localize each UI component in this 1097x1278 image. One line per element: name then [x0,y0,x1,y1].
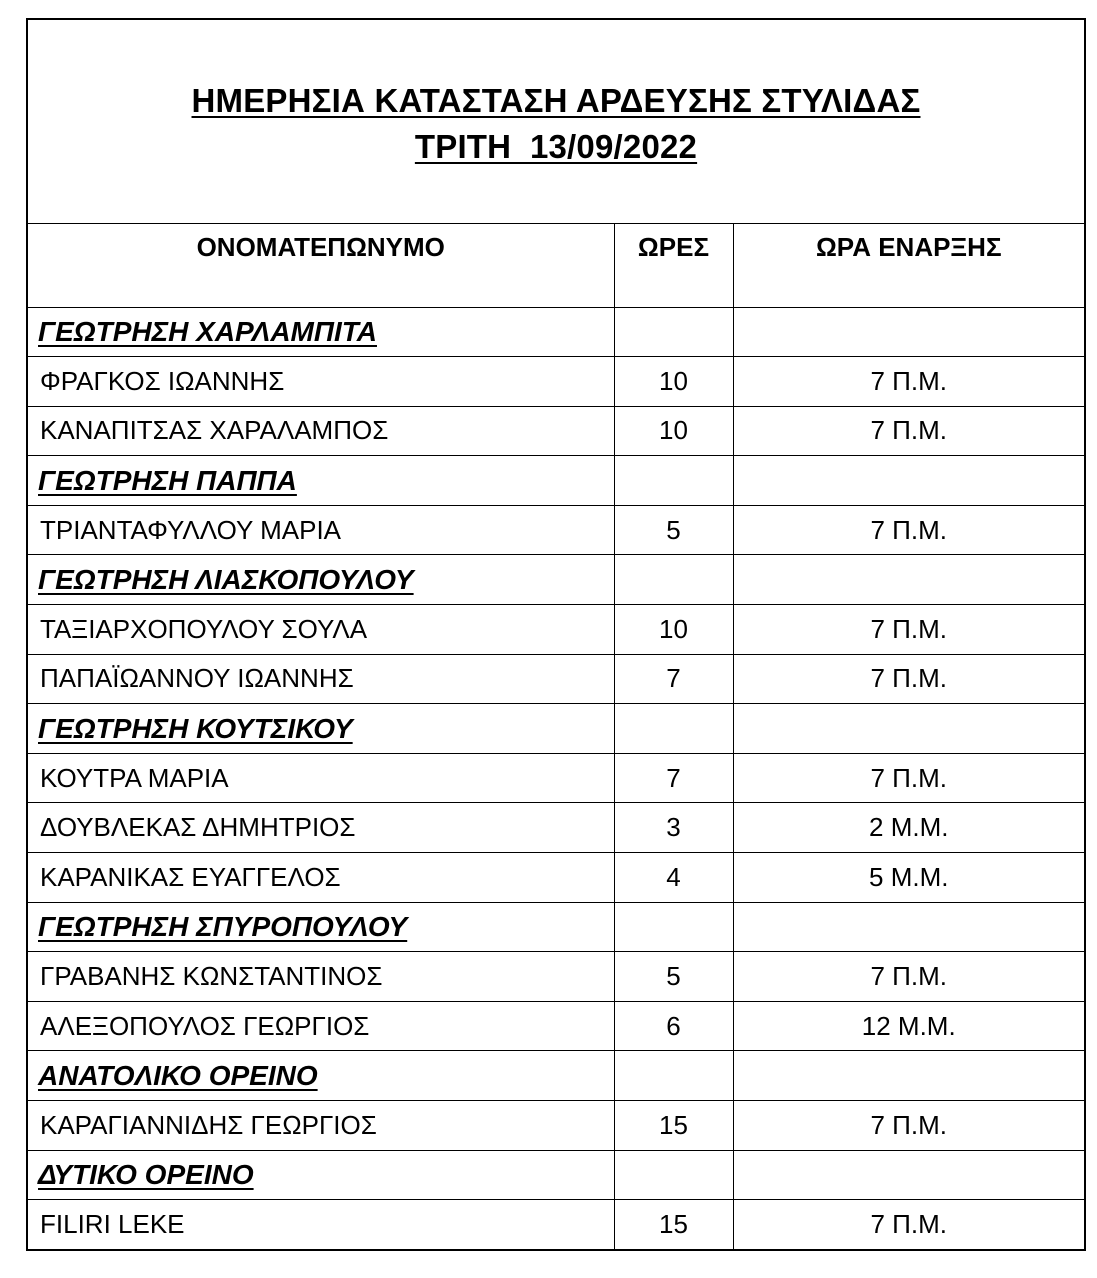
table-row [28,605,1084,655]
start-time-value: 7 Π.Μ. [733,1101,1084,1151]
section-row [28,1150,1084,1200]
hours-value: 4 [614,853,733,903]
hours-value: 5 [614,952,733,1002]
empty-cell [733,704,1084,754]
section-row [28,902,1084,952]
empty-cell [733,1051,1084,1101]
start-time-value: 7 Π.Μ. [733,654,1084,704]
section-row [28,456,1084,506]
table-row [28,406,1084,456]
section-title: ΓΕΩΤΡΗΣΗ ΣΠΥΡΟΠΟΥΛΟΥ [28,902,614,952]
column-header-hours: ΩΡΕΣ [614,224,733,307]
hours-value: 10 [614,605,733,655]
start-time-value: 5 Μ.Μ. [733,853,1084,903]
person-name: ΓΡΑΒΑΝΗΣ ΚΩΝΣΤΑΝΤΙΝΟΣ [28,952,614,1002]
section-row [28,555,1084,605]
empty-cell [614,704,733,754]
person-name: ΠΑΠΑΪΩΑΝΝΟΥ ΙΩΑΝΝΗΣ [28,654,614,704]
hours-value: 7 [614,753,733,803]
column-header-start-time: ΩΡΑ ΕΝΑΡΞΗΣ [733,224,1084,307]
person-name: ΤΡΙΑΝΤΑΦΥΛΛΟΥ ΜΑΡΙΑ [28,505,614,555]
person-name: ΚΑΡΑΓΙΑΝΝΙΔΗΣ ΓΕΩΡΓΙΟΣ [28,1101,614,1151]
section-row [28,704,1084,754]
section-title: ΓΕΩΤΡΗΣΗ ΠΑΠΠΑ [28,456,614,506]
start-time-value: 7 Π.Μ. [733,605,1084,655]
section-title: ΔΥΤΙΚΟ ΟΡΕΙΝΟ [28,1150,614,1200]
header-row [28,224,1084,307]
start-time-value: 7 Π.Μ. [733,753,1084,803]
person-name: ΚΟΥΤΡΑ ΜΑΡΙΑ [28,753,614,803]
hours-value: 10 [614,406,733,456]
table-row [28,803,1084,853]
table-row [28,853,1084,903]
irrigation-schedule-sheet [26,18,1086,1251]
table-row [28,1200,1084,1250]
empty-cell [733,555,1084,605]
person-name: ΑΛΕΞΟΠΟΥΛΟΣ ΓΕΩΡΓΙΟΣ [28,1001,614,1051]
section-row [28,1051,1084,1101]
hours-value: 15 [614,1101,733,1151]
start-time-value: 7 Π.Μ. [733,357,1084,407]
person-name: ΚΑΝΑΠΙΤΣΑΣ ΧΑΡΑΛΑΜΠΟΣ [28,406,614,456]
start-time-value: 2 Μ.Μ. [733,803,1084,853]
start-time-value: 12 Μ.Μ. [733,1001,1084,1051]
person-name: ΤΑΞΙΑΡΧΟΠΟΥΛΟΥ ΣΟΥΛΑ [28,605,614,655]
hours-value: 10 [614,357,733,407]
document-date: ΤΡΙΤΗ 13/09/2022 [414,128,698,165]
section-title: ΑΝΑΤΟΛΙΚΟ ΟΡΕΙΝΟ [28,1051,614,1101]
schedule-table [28,224,1084,1249]
start-time-value: 7 Π.Μ. [733,406,1084,456]
table-row [28,952,1084,1002]
section-title: ΓΕΩΤΡΗΣΗ ΚΟΥΤΣΙΚΟΥ [28,704,614,754]
table-row [28,357,1084,407]
hours-value: 15 [614,1200,733,1250]
section-title: ΓΕΩΤΡΗΣΗ ΧΑΡΛΑΜΠΙΤΑ [28,307,614,357]
start-time-value: 7 Π.Μ. [733,1200,1084,1250]
start-time-value: 7 Π.Μ. [733,952,1084,1002]
person-name: ΦΡΑΓΚΟΣ ΙΩΑΝΝΗΣ [28,357,614,407]
empty-cell [733,456,1084,506]
hours-value: 3 [614,803,733,853]
empty-cell [614,456,733,506]
person-name: ΚΑΡΑΝΙΚΑΣ ΕΥΑΓΓΕΛΟΣ [28,853,614,903]
empty-cell [733,902,1084,952]
empty-cell [614,902,733,952]
person-name: ΔΟΥΒΛΕΚΑΣ ΔΗΜΗΤΡΙΟΣ [28,803,614,853]
empty-cell [614,1051,733,1101]
empty-cell [733,307,1084,357]
table-row [28,1101,1084,1151]
document-title: ΗΜΕΡΗΣΙΑ ΚΑΤΑΣΤΑΣΗ ΑΡΔΕΥΣΗΣ ΣΤΥΛΙΔΑΣ [191,82,921,119]
hours-value: 6 [614,1001,733,1051]
column-header-name: ΟΝΟΜΑΤΕΠΩΝΥΜΟ [28,224,614,307]
table-row [28,505,1084,555]
empty-cell [614,1150,733,1200]
title-block [28,20,1084,224]
hours-value: 5 [614,505,733,555]
empty-cell [614,307,733,357]
empty-cell [614,555,733,605]
table-row [28,654,1084,704]
section-title: ΓΕΩΤΡΗΣΗ ΛΙΑΣΚΟΠΟΥΛΟΥ [28,555,614,605]
section-row [28,307,1084,357]
empty-cell [733,1150,1084,1200]
person-name: FILIRI LEKE [28,1200,614,1250]
schedule-table-body [28,307,1084,1249]
table-row [28,753,1084,803]
hours-value: 7 [614,654,733,704]
table-row [28,1001,1084,1051]
start-time-value: 7 Π.Μ. [733,505,1084,555]
